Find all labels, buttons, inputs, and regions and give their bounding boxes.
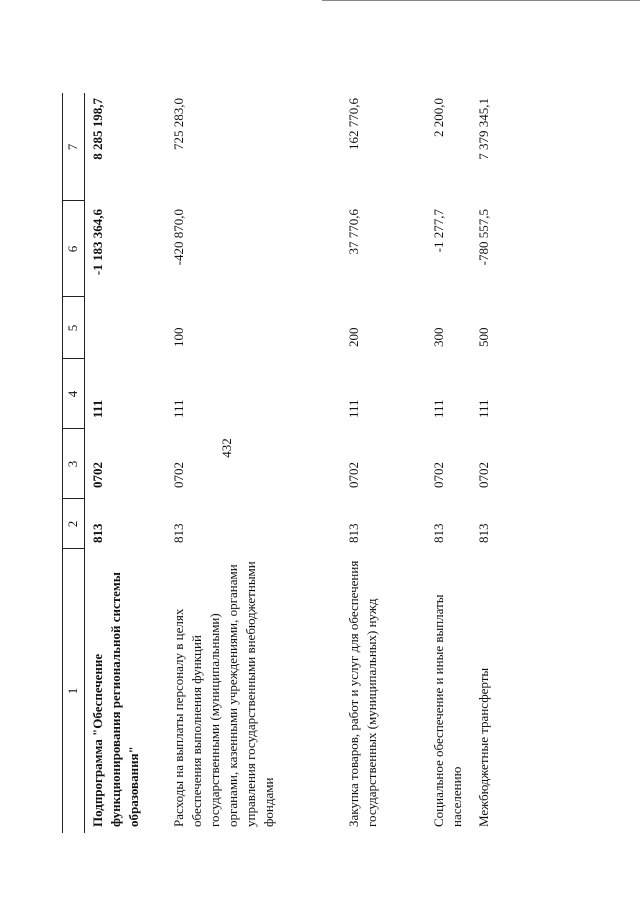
budget-table: [62, 93, 562, 833]
row-2-col-4: 111: [171, 399, 186, 418]
row-3-description: Закупка товаров, работ и услуг для обеспечения государственных (муниципальных) нужд: [346, 560, 379, 827]
row-4-col-5: 300: [431, 327, 446, 347]
row-3-col-3: 0702: [346, 462, 361, 488]
header-col-3: 3: [65, 460, 80, 468]
row-3-col-5: 200: [346, 327, 361, 347]
header-col-6: 6: [65, 245, 80, 253]
row-1-col-7: 8 285 198,7: [90, 98, 105, 160]
header-col-7: 7: [65, 143, 80, 151]
row-1-description: Подпрограмма "Обеспечение функционирования региональной системы образования": [90, 572, 141, 827]
row-2-description: Расходы на выплаты персоналу в целях обеспечения выполнения функций государственными (муниципальными) органами, казенными учреждениями, органами управления государственными внебюджетными фондами: [171, 561, 276, 827]
row-5-col-4: 111: [476, 399, 491, 418]
row-2-col-5: 100: [171, 327, 186, 347]
row-4-col-2: 813: [431, 523, 446, 543]
row-2-col-2: 813: [171, 523, 186, 543]
row-4-col-3: 0702: [431, 462, 446, 488]
row-2-col-6: -420 870,0: [171, 209, 186, 266]
row-1-col-6: -1 183 364,6: [90, 209, 105, 276]
row-4-description: Социальное обеспечение и иные выплаты населению: [431, 594, 464, 827]
header-col-4: 4: [65, 390, 80, 398]
row-2-col-7: 725 283,0: [171, 98, 186, 150]
row-5-col-5: 500: [476, 327, 491, 347]
row-1-col-3: 0702: [90, 462, 105, 488]
row-5-col-2: 813: [476, 523, 491, 543]
row-4-col-7: 2 200,0: [431, 98, 446, 137]
row-1-col-4: 111: [90, 399, 105, 418]
row-1-col-2: 813: [90, 523, 105, 543]
row-5-col-6: -780 557,5: [476, 209, 491, 266]
row-5-col-3: 0702: [476, 462, 491, 488]
header-col-2: 2: [65, 520, 80, 528]
row-5-description: Межбюджетные трансферты: [476, 667, 491, 827]
row-2-col-3: 0702: [171, 462, 186, 488]
row-3-col-4: 111: [346, 399, 361, 418]
row-3-col-2: 813: [346, 523, 361, 543]
row-5-col-7: 7 379 345,1: [476, 98, 491, 160]
row-4-col-4: 111: [431, 399, 446, 418]
header-col-1: 1: [65, 687, 80, 695]
row-4-col-6: -1 277,7: [431, 209, 446, 253]
page-number: 432: [219, 438, 234, 458]
row-3-col-6: 37 770,6: [346, 209, 361, 255]
header-bottom-rule: [84, 93, 85, 833]
top-rule: [322, 0, 640, 1]
header-col-5: 5: [65, 324, 80, 332]
row-3-col-7: 162 770,6: [346, 98, 361, 150]
